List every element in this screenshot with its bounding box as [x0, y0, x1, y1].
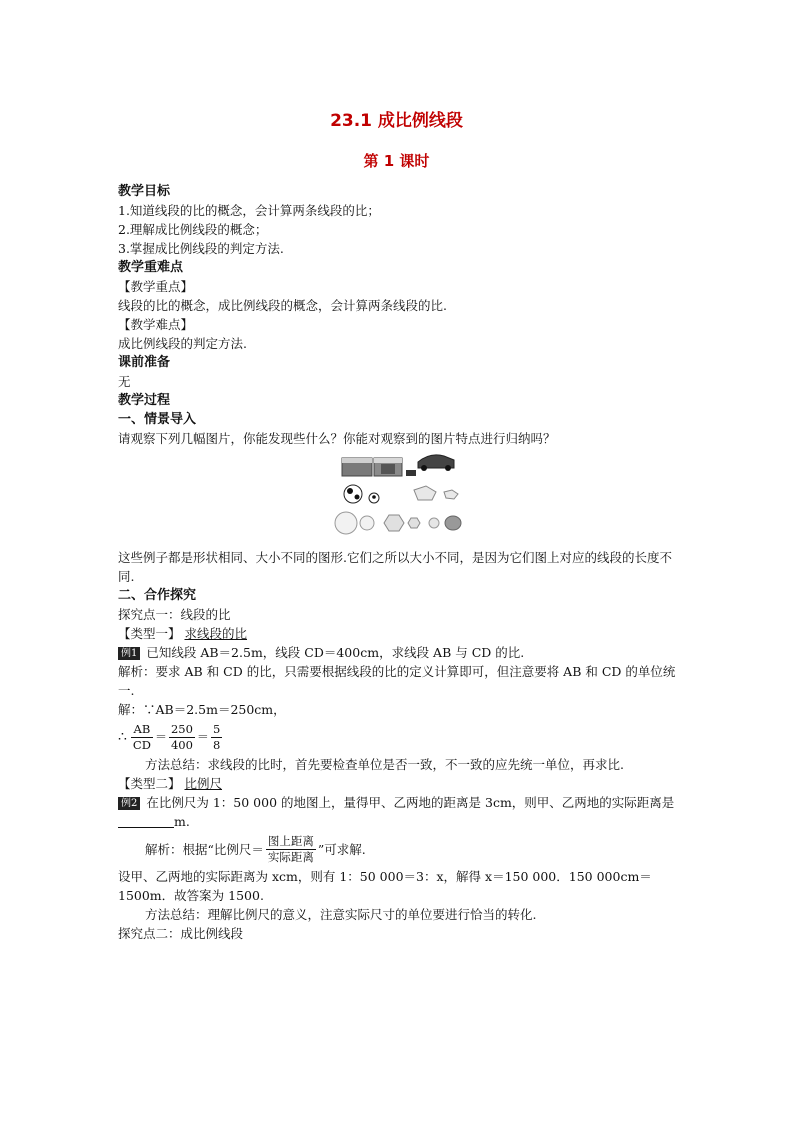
scale-fraction: $\frac{\text{图上距离}}{\text{实际距离}}$	[267, 833, 314, 864]
example-2-analysis-start: 解析：根据“比例尺＝	[145, 841, 264, 857]
prep-text: 无	[118, 374, 131, 389]
example-1-solution: 解：∵AB＝2.5m＝250cm，	[118, 702, 286, 717]
type-1-label: 【类型一】	[118, 626, 181, 641]
example-1	[118, 643, 678, 662]
ellipse-dark	[445, 516, 461, 530]
explore-point-1: 探究点一：线段的比	[118, 607, 231, 622]
hexagon-large	[384, 515, 404, 531]
prep-heading: 课前准备	[118, 355, 171, 370]
example-2	[118, 793, 678, 831]
explore-heading: 二、合作探究	[118, 588, 197, 603]
scene-photo-sky	[342, 458, 372, 463]
example-2-analysis	[118, 831, 678, 867]
scene-photo-building	[381, 464, 395, 474]
difficulty-label: 【教学难点】	[118, 317, 194, 332]
example-2-text: 在比例尺为 1：50 000 的地图上，量得甲、乙两地的距离是 3cm，则甲、乙两地的实际距离是	[146, 795, 675, 810]
example-2-badge: 例2	[118, 797, 140, 810]
type-1-title: 求线段的比	[184, 626, 248, 641]
example-1-text: 已知线段 AB＝2.5m，线段 CD＝400cm，求线段 AB 与 CD 的比.	[146, 645, 525, 660]
keypoints-heading: 教学重难点	[118, 260, 184, 275]
fraction-5-8: $\frac{5}{8}$	[212, 721, 221, 752]
type-2-title: 比例尺	[184, 776, 223, 791]
example-1-fraction-line: ∴ $\frac{AB}{CD}$ ＝ $\frac{250}{400}$ ＝ $\frac{5}{8}$	[118, 721, 221, 752]
similar-shapes-figure	[118, 448, 678, 548]
document-body	[118, 182, 678, 943]
example-2-unit: m.	[174, 814, 190, 829]
difficulty-text: 成比例线段的判定方法.	[118, 336, 247, 351]
type-2-label: 【类型二】	[118, 776, 181, 791]
example-1-badge: 例1	[118, 647, 140, 660]
dot-small	[429, 518, 439, 528]
car-wheel	[445, 465, 451, 471]
example-2-analysis-end: ”可求解.	[317, 841, 366, 857]
hexagon-small	[408, 518, 420, 528]
example-2-solution: 设甲、乙两地的实际距离为 xcm，则有 1：50 000＝3：x，解得 x＝150 000．150 000cm＝1500m．故答案为 1500.	[118, 869, 652, 903]
soccer-ball-patch	[372, 495, 376, 499]
example-1-method: 方法总结：求线段的比时，首先要检查单位是否一致，不一致的应先统一单位，再求比.	[145, 757, 624, 772]
goal-item: 1.知道线段的比的概念，会计算两条线段的比；	[118, 203, 380, 218]
goal-item: 3.掌握成比例线段的判定方法.	[118, 241, 284, 256]
explore-point-2: 探究点二：成比例线段	[118, 926, 244, 941]
type-1-line	[118, 624, 678, 643]
goal-item: 2.理解成比例线段的概念；	[118, 222, 268, 237]
soccer-ball-patch	[347, 488, 353, 494]
shapes-illustration	[118, 448, 678, 548]
key-label: 【教学重点】	[118, 279, 194, 294]
circle-large	[335, 512, 357, 534]
process-heading: 教学过程	[118, 393, 171, 408]
goals-heading: 教学目标	[118, 184, 171, 199]
circle-small	[360, 516, 374, 530]
page-title: 23.1 成比例线段	[330, 111, 463, 131]
soccer-ball-large	[344, 485, 362, 503]
example-2-method: 方法总结：理解比例尺的意义，注意实际尺寸的单位要进行恰当的转化.	[145, 907, 537, 922]
example-1-analysis: 解析：要求 AB 和 CD 的比，只需要根据线段的比的定义计算即可，但注意要将 AB 和 CD 的单位统一.	[118, 664, 676, 698]
page-subtitle: 第 1 课时	[363, 152, 430, 170]
type-2-line	[118, 774, 678, 793]
car-wheel	[421, 465, 427, 471]
scene-photo-medium-sky	[374, 458, 402, 463]
pentagon-large	[414, 486, 436, 500]
answer-blank	[118, 815, 174, 828]
car-small	[406, 470, 416, 476]
fraction-250-400: $\frac{250}{400}$	[170, 721, 193, 752]
therefore-symbol: ∴	[118, 728, 127, 745]
key-text: 线段的比的概念，成比例线段的概念，会计算两条线段的比.	[118, 298, 447, 313]
intro-heading: 一、情景导入	[118, 412, 197, 427]
soccer-ball-patch	[355, 495, 360, 500]
fraction-ab-cd: $\frac{AB}{CD}$	[132, 721, 151, 752]
pentagon-small	[444, 490, 458, 499]
intro-answer: 这些例子都是形状相同、大小不同的图形.它们之所以大小不同，是因为它们图上对应的线段的长度不同.	[118, 550, 672, 584]
intro-question: 请观察下列几幅图片，你能发现些什么？你能对观察到的图片特点进行归纳吗？	[118, 431, 556, 446]
